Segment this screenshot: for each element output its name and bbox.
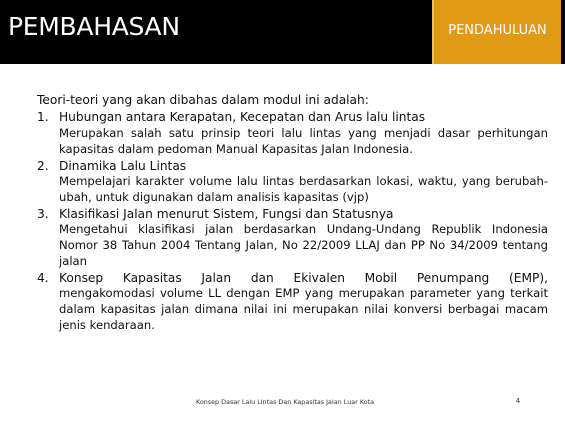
slide-body bbox=[37, 92, 548, 334]
list-item-description: Mengetahui klasifikasi jalan berdasarkan Undang-Undang Republik Indonesia Nomor 38 Tahun 2004 Tentang Jalan, No 22/2009 LLAJ dan PP No 34/2009 tentang jalan bbox=[59, 222, 548, 269]
page-number: 4 bbox=[515, 397, 521, 405]
list-item bbox=[37, 158, 548, 206]
list-item-title: Klasifikasi Jalan menurut Sistem, Fungsi dan Statusnya bbox=[59, 206, 394, 221]
list-item-title: Konsep Kapasitas Jalan dan Ekivalen Mobil Penumpang (EMP), bbox=[59, 270, 548, 285]
list-item-title: Hubungan antara Kerapatan, Kecepatan dan Arus lalu lintas bbox=[59, 110, 426, 125]
slide-title: PEMBAHASAN bbox=[8, 12, 180, 41]
list-item-number: 3. bbox=[37, 206, 49, 221]
list-item-number: 2. bbox=[37, 158, 49, 173]
list-item bbox=[37, 206, 548, 270]
list-item-description: mengakomodasi volume LL dengan EMP yang merupakan parameter yang terkait dalam kapasitas jalan dimana nilai ini merupakan nilai konversi berbagai macam jenis kendaraan. bbox=[59, 286, 548, 333]
list-item bbox=[37, 270, 548, 334]
list-item bbox=[37, 109, 548, 157]
footer-text: Konsep Dasar Lalu Lintas Dan Kapasitas Jalan Luar Kota bbox=[195, 398, 375, 406]
list-item-number: 1. bbox=[37, 110, 49, 125]
list-item-number: 4. bbox=[37, 270, 49, 285]
slide-header bbox=[0, 0, 565, 64]
list-item-description: Mempelajari karakter volume lalu lintas berdasarkan lokasi, waktu, yang berubah-ubah, untuk digunakan dalam analisis kapasitas (vjp) bbox=[59, 174, 548, 204]
intro-text: Teori-teori yang akan dibahas dalam modul ini adalah: bbox=[37, 93, 369, 107]
list-item-title: Dinamika Lalu Lintas bbox=[59, 158, 187, 173]
section-tab-label: PENDAHULUAN bbox=[448, 23, 547, 38]
list-item-description: Merupakan salah satu prinsip teori lalu lintas yang menjadi dasar perhitungan kapasitas dalam pedoman Manual Kapasitas Jalan Indonesia. bbox=[59, 125, 548, 156]
section-tab bbox=[432, 0, 561, 64]
